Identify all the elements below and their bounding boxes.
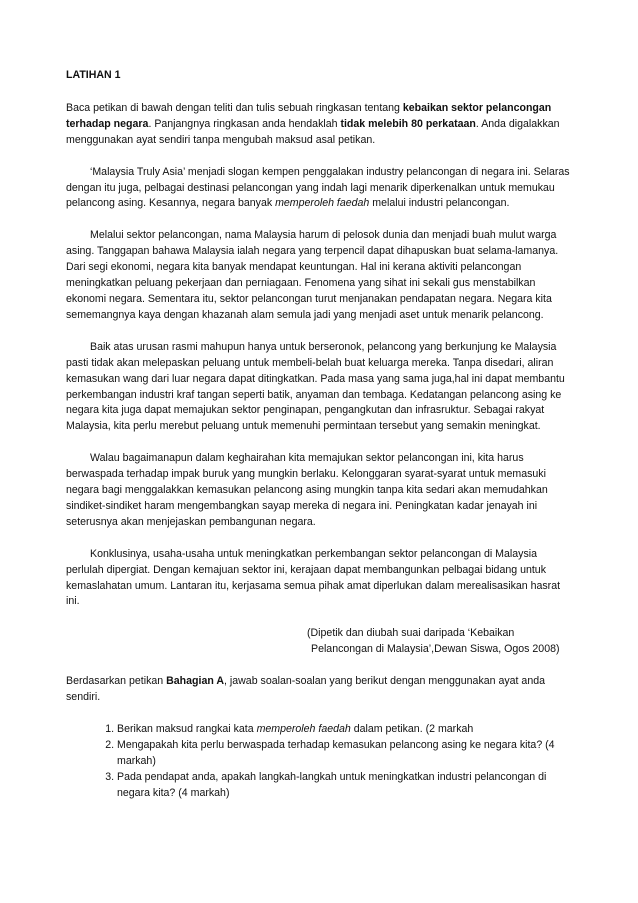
passage-paragraph-3: Baik atas urusan rasmi mahupun hanya untuk berseronok, pelancong yang berkunjung ke Malaysia pasti tidak akan melepaskan peluang untuk membeli-belah buat keluarga mereka. Tanpa disedari, aliran kemasukan wang dari luar negara dapat ditingkatkan. Pada masa yang sama juga,hal ini dapat membantu perkembangan industri kraf tangan seperti batik, anyaman dan tembaga. Kedatangan pelancong asing ke negara kita juga dapat memajukan sektor penginapan, pengangkutan dan infrasruktur. Sebagai rakyat Malaysia, kita perlu merebut peluang untuk memenuhi permintaan tersebut yang semakin meningkat. (66, 340, 565, 433)
instructions-text-3: . Anda digalakkan menggunakan ayat sendiri tanpa mengubah maksud asal petikan. (66, 117, 560, 146)
question-1-text-b: dalam petikan. (2 markah (350, 723, 474, 735)
instructions-bold-topic: kebaikan sektor pelancongan terhadap negara (66, 101, 552, 130)
source-citation-line-1: (Dipetik dan diubah suai daripada ‘Kebaikan (307, 627, 515, 640)
question-intro (66, 674, 572, 706)
question-list (66, 722, 572, 802)
passage-paragraph-5: Konklusinya, usaha-usaha untuk meningkatkan perkembangan sektor pelancongan di Malaysia perlulah dipergiat. Dengan kemajuan sektor ini, kerajaan dapat membangunkan pelbagai bidang untuk kemaslahatan umum. Lantaran itu, kerjasama semua pihak amat diperlukan dalam merealisasikan hasrat ini. (66, 547, 561, 608)
source-citation-line-2: Pelancongan di Malaysia’,Dewan Siswa, Ogos 2008) (311, 643, 560, 656)
document-title: LATIHAN 1 (66, 69, 121, 81)
passage-paragraph-1 (66, 165, 572, 213)
instructions-bold-limit: tidak melebih 80 perkataan (340, 117, 476, 130)
question-1-emphasis: memperoleh faedah (256, 723, 351, 735)
passage-paragraph-1-emphasis: memperoleh faedah (275, 197, 370, 210)
document-page (66, 68, 572, 802)
question-item-2: 2. Mengapakah kita perlu berwaspada terhadap kemasukan pelancong asing ke negara kita? (4 markah) (117, 738, 572, 770)
passage-paragraph-1-text-b: melalui industri pelancongan. (369, 197, 510, 210)
passage-paragraph-2: Melalui sektor pelancongan, nama Malaysia harum di pelosok dunia dan menjadi buah mulut warga asing. Tanggapan bahawa Malaysia ialah negara yang terpencil dapat dihapuskan buat selama-lamanya. Dari segi ekonomi, negara kita banyak mendapat keuntungan. Hal ini kerana aktiviti pelancongan meningkatkan peluang pekerjaan dan perniagaan. Fenomena yang sihat ini sekali gus menstabilkan ekonomi negara. Sementara itu, sektor pelancongan turut menjanakan pendapatan negara. Negara kita sememangnya kaya dengan khazanah alam semula jadi yang menjadi aset untuk menarik pelancong. (66, 229, 559, 321)
instructions-paragraph (66, 101, 572, 149)
question-intro-text-c: , jawab soalan-soalan yang berikut dengan menggunakan ayat anda sendiri. (66, 675, 546, 704)
passage-paragraph-1-text-a: ‘Malaysia Truly Asia’ menjadi slogan kempen penggalakan industry pelancongan di negara ini. Selaras dengan itu juga, pelbagai destinasi pelancongan yang indah lagi menarik diperkenalkan untuk memukau pelancong asing. Kesannya, negara banyak (66, 165, 570, 210)
source-citation (307, 626, 572, 658)
question-intro-bold-section: Bahagian A (166, 675, 225, 688)
instructions-text-2: . Panjangnya ringkasan anda hendaklah (148, 117, 341, 130)
question-item-3: 3. Pada pendapat anda, apakah langkah-langkah untuk meningkatkan industri pelancongan di negara kita? (4 markah) (117, 770, 572, 802)
question-1-text-a: Berikan maksud rangkai kata (117, 723, 257, 735)
instructions-text-1: Baca petikan di bawah dengan teliti dan tulis sebuah ringkasan tentang (66, 101, 403, 114)
question-item-1 (117, 722, 572, 738)
passage-paragraph-4: Walau bagaimanapun dalam keghairahan kita memajukan sektor pelancongan ini, kita harus berwaspada terhadap impak buruk yang mungkin berlaku. Kelonggaran syarat-syarat untuk memasuki negara bagi menggalakkan kemasukan pelancong asing mungkin tanpa kita sedari akan memudahkan sindiket-sindiket haram mengembangkan sayap mereka di negara ini. Peningkatan kadar jenayah ini seterusnya akan menjejaskan pembangunan negara. (66, 452, 548, 528)
question-intro-text-a: Berdasarkan petikan (66, 675, 167, 688)
